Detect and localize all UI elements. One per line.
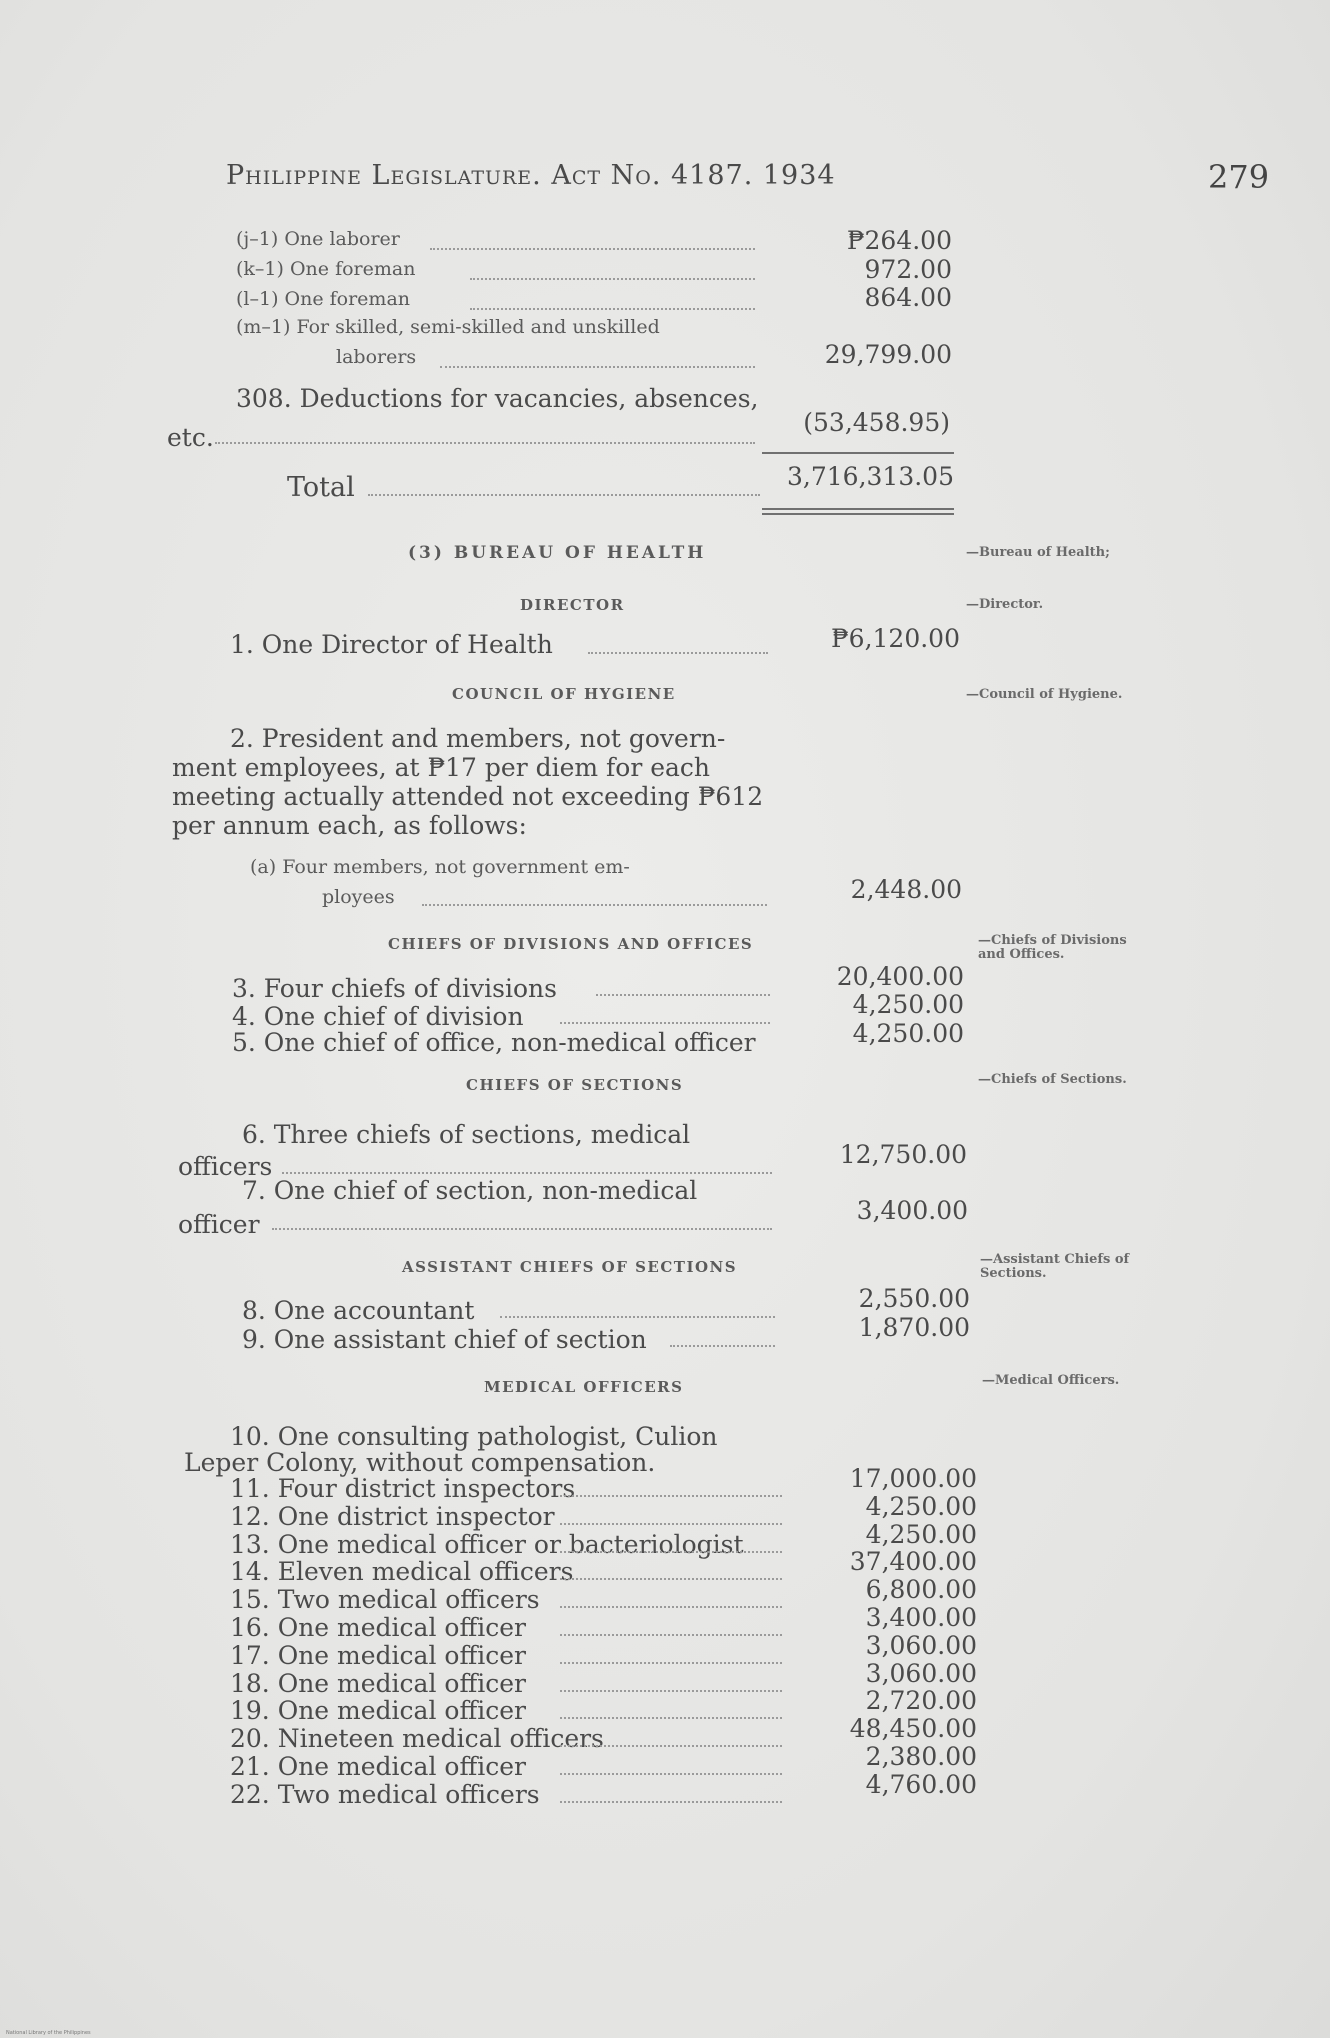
item-amount: 20,400.00: [836, 962, 964, 991]
item-amount: 6,800.00: [865, 1575, 977, 1605]
item-amount: 864.00: [864, 283, 952, 312]
footer-credit: National Library of the Philippines: [6, 2030, 91, 2036]
item-amount: 2,550.00: [858, 1284, 970, 1313]
list-item: 16. One medical officer: [230, 1613, 526, 1642]
list-item: 9. One assistant chief of section: [242, 1325, 647, 1354]
list-item: 19. One medical officer: [230, 1696, 526, 1726]
leader-dots: [560, 1662, 782, 1664]
section-heading: COUNCIL OF HYGIENE: [452, 685, 676, 703]
item-label: (j–1) One laborer: [236, 228, 400, 250]
deductions-amount: (53,458.95): [803, 408, 950, 437]
paragraph-line: per annum each, as follows:: [172, 811, 527, 840]
list-item: 12. One district inspector: [230, 1501, 555, 1531]
item-amount: 2,720.00: [865, 1686, 977, 1716]
leader-dots: [560, 1551, 782, 1553]
paragraph-line: 10. One consulting pathologist, Culion: [230, 1422, 718, 1451]
subtotal-rule: [762, 452, 954, 454]
total-rule-1: [762, 508, 954, 510]
list-item: 21. One medical officer: [230, 1752, 526, 1781]
item-amount: 4,250.00: [852, 1019, 964, 1048]
leader-dots: [560, 1523, 782, 1525]
leader-dots: [560, 1717, 782, 1719]
list-item: [236, 258, 415, 280]
item-amount: 4,250.00: [865, 1491, 977, 1521]
section-heading: CHIEFS OF SECTIONS: [466, 1076, 684, 1094]
item-amount: 3,400.00: [856, 1196, 968, 1225]
margin-note: —Chiefs of Divisions and Offices.: [978, 933, 1127, 962]
deductions-line2: etc.: [167, 423, 214, 452]
item-amount: 3,060.00: [865, 1630, 977, 1660]
item-amount: 3,400.00: [865, 1603, 977, 1632]
list-item: 14. Eleven medical officers: [230, 1557, 574, 1587]
paragraph-line: 2. President and members, not govern-: [230, 724, 726, 753]
list-item: 8. One accountant: [242, 1296, 475, 1325]
leader-dots: [560, 1578, 782, 1580]
deductions-line1: 308. Deductions for vacancies, absences,: [236, 384, 759, 413]
leader-dots: [560, 1773, 782, 1775]
list-item: [236, 228, 400, 250]
item-amount: 3,060.00: [865, 1658, 977, 1688]
item-label: (k–1) One foreman: [236, 258, 416, 280]
margin-note: —Director.: [966, 597, 1044, 612]
paragraph-line: meeting actually attended not exceeding ₱612: [172, 782, 764, 811]
margin-note: —Bureau of Health;: [966, 545, 1110, 560]
list-item-line2: laborers: [336, 346, 417, 368]
leader-dots: [560, 1606, 782, 1608]
item-amount: ₱6,120.00: [831, 624, 960, 653]
leader-dots: [560, 1690, 782, 1692]
list-item-line1: 7. One chief of section, non-medical: [242, 1176, 698, 1205]
list-item: 4. One chief of division: [232, 1002, 524, 1031]
item-amount: 2,448.00: [850, 875, 962, 904]
list-item: 17. One medical officer: [230, 1640, 526, 1670]
list-item: 13. One medical officer or bacteriologist: [230, 1529, 744, 1559]
list-item: 3. Four chiefs of divisions: [232, 974, 557, 1003]
item-label: (l–1) One foreman: [236, 288, 411, 310]
leader-dots: [560, 1801, 782, 1803]
list-item: 18. One medical officer: [230, 1668, 526, 1698]
running-title: Philippine Legislature. Act No. 4187. 1934: [226, 160, 836, 191]
paragraph-line: Leper Colony, without compensation.: [184, 1448, 656, 1477]
list-item: 22. Two medical officers: [230, 1779, 540, 1809]
list-item: 1. One Director of Health: [230, 630, 553, 659]
section-heading: (3) BUREAU OF HEALTH: [408, 543, 707, 563]
page-number: 279: [1208, 158, 1270, 196]
item-amount: 17,000.00: [849, 1464, 977, 1493]
list-item-line2: officer: [178, 1210, 260, 1239]
total-label: Total: [287, 472, 355, 503]
item-amount: 48,450.00: [849, 1714, 977, 1744]
total-amount: 3,716,313.05: [787, 462, 954, 491]
item-amount: 4,250.00: [852, 990, 964, 1019]
list-item: 20. Nineteen medical officers: [230, 1724, 604, 1754]
item-amount: 2,380.00: [865, 1742, 977, 1771]
section-heading: CHIEFS OF DIVISIONS AND OFFICES: [388, 935, 754, 953]
paragraph-line: ment employees, at ₱17 per diem for each: [172, 753, 711, 782]
total-rule-2: [762, 513, 954, 515]
list-item: 15. Two medical officers: [230, 1585, 540, 1615]
sub-item-line2: ployees: [322, 886, 395, 908]
leader-dots: [560, 1634, 782, 1636]
margin-note: —Medical Officers.: [982, 1373, 1120, 1388]
list-item-line1: (m–1) For skilled, semi-skilled and unskilled: [236, 316, 660, 338]
margin-note: —Assistant Chiefs of Sections.: [980, 1252, 1130, 1281]
item-amount: 972.00: [864, 255, 952, 284]
item-amount: ₱264.00: [846, 226, 952, 255]
leader-dots: [560, 1745, 782, 1747]
item-amount: 4,760.00: [865, 1769, 977, 1799]
list-item-line2: officers: [178, 1152, 273, 1181]
section-heading: MEDICAL OFFICERS: [484, 1378, 684, 1396]
item-amount: 37,400.00: [849, 1547, 977, 1577]
item-amount: 1,870.00: [858, 1313, 970, 1342]
margin-note: —Chiefs of Sections.: [978, 1072, 1127, 1087]
section-heading: DIRECTOR: [520, 596, 625, 614]
margin-note: —Council of Hygiene.: [966, 687, 1123, 702]
item-amount: 12,750.00: [839, 1140, 967, 1169]
section-heading: ASSISTANT CHIEFS OF SECTIONS: [402, 1258, 738, 1276]
list-item-line1: 6. Three chiefs of sections, medical: [242, 1120, 691, 1149]
list-item: 5. One chief of office, non-medical officer: [232, 1028, 756, 1057]
sub-item-line1: (a) Four members, not government em-: [250, 856, 630, 878]
running-header: [226, 160, 836, 191]
item-amount: 4,250.00: [865, 1519, 977, 1549]
list-item: 11. Four district inspectors: [230, 1474, 576, 1503]
list-item: [236, 288, 410, 310]
item-amount: 29,799.00: [824, 340, 952, 369]
leader-dots: [560, 1495, 782, 1497]
